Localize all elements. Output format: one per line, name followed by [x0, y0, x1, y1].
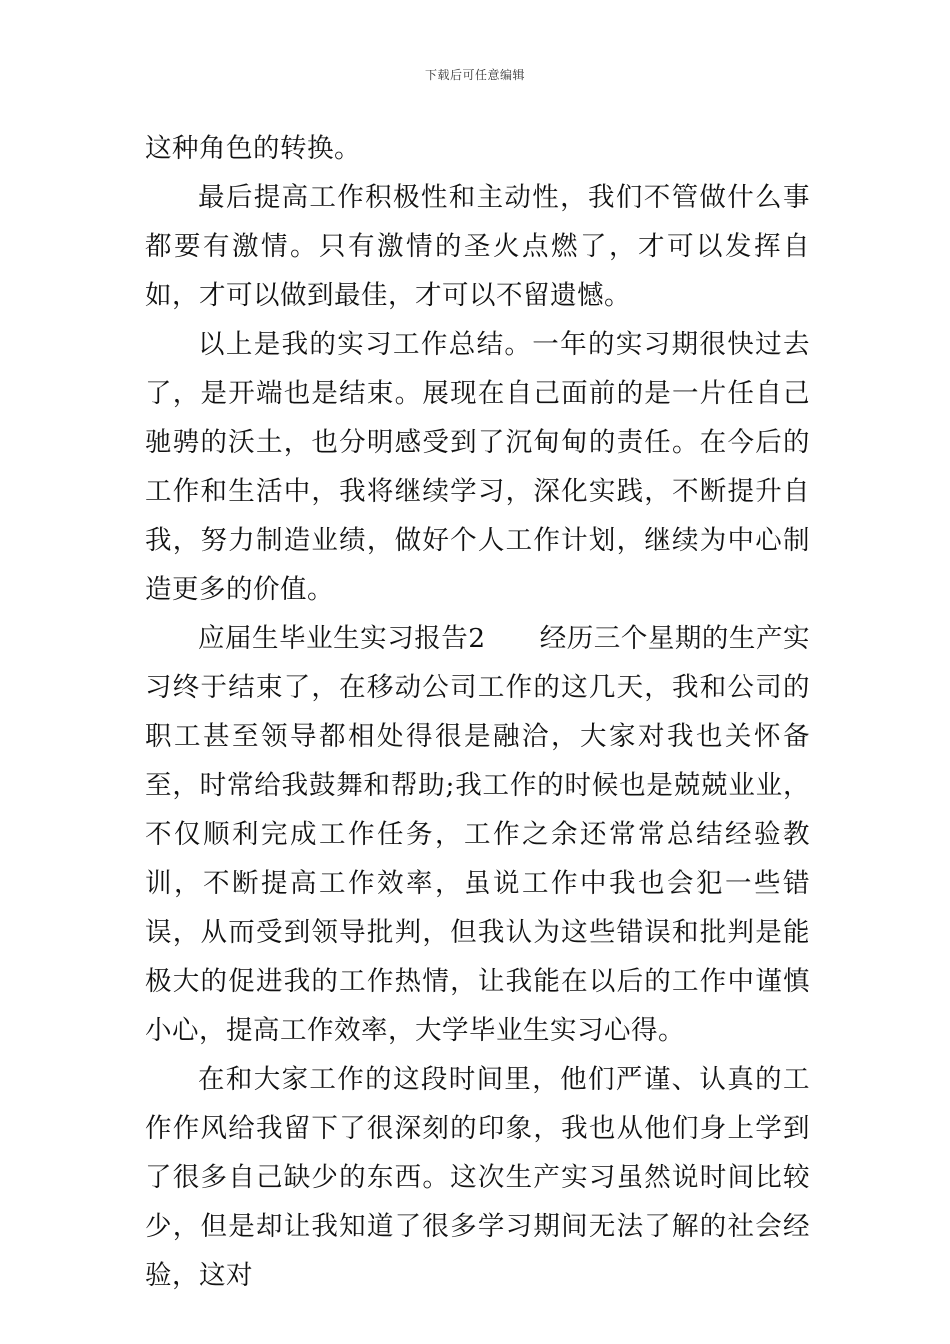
paragraph-4: 应届生毕业生实习报告2 经历三个星期的生产实习终于结束了，在移动公司工作的这几天，我和公司的职工甚至领导都相处得很是融洽，大家对我也关怀备至，时常给我鼓舞和帮助;我工作的时候也是兢兢业业，不仅顺利完成工作任务，工作之余还常常总结经验教训，不断提高工作效率，虽说工作中我也会犯一些错误，从而受到领导批判，但我认为这些错误和批判是能极大的促进我的工作热情，让我能在以后的工作中谨慎小心，提高工作效率，大学毕业生实习心得。	[145, 623, 810, 1046]
paragraph-3: 以上是我的实习工作总结。一年的实习期很快过去了，是开端也是结束。展现在自己面前的是一片任自己驰骋的沃土，也分明感受到了沉甸甸的责任。在今后的工作和生活中，我将继续学习，深化实践，不断提升自我，努力制造业绩，做好个人工作计划，继续为中心制造更多的价值。	[145, 329, 810, 605]
paragraph-5: 在和大家工作的这段时间里，他们严谨、认真的工作作风给我留下了很深刻的印象，我也从他们身上学到了很多自己缺少的东西。这次生产实习虽然说时间比较少，但是却让我知道了很多学习期间无法了解的社会经验，这对	[145, 1064, 810, 1291]
paragraph-2: 最后提高工作积极性和主动性，我们不管做什么事都要有激情。只有激情的圣火点燃了，才可以发挥自如，才可以做到最佳，才可以不留遗憾。	[145, 182, 810, 311]
paragraph-1: 这种角色的转换。	[145, 133, 361, 164]
page-header: 下载后可任意编辑	[424, 68, 525, 82]
document-body	[145, 124, 810, 1300]
